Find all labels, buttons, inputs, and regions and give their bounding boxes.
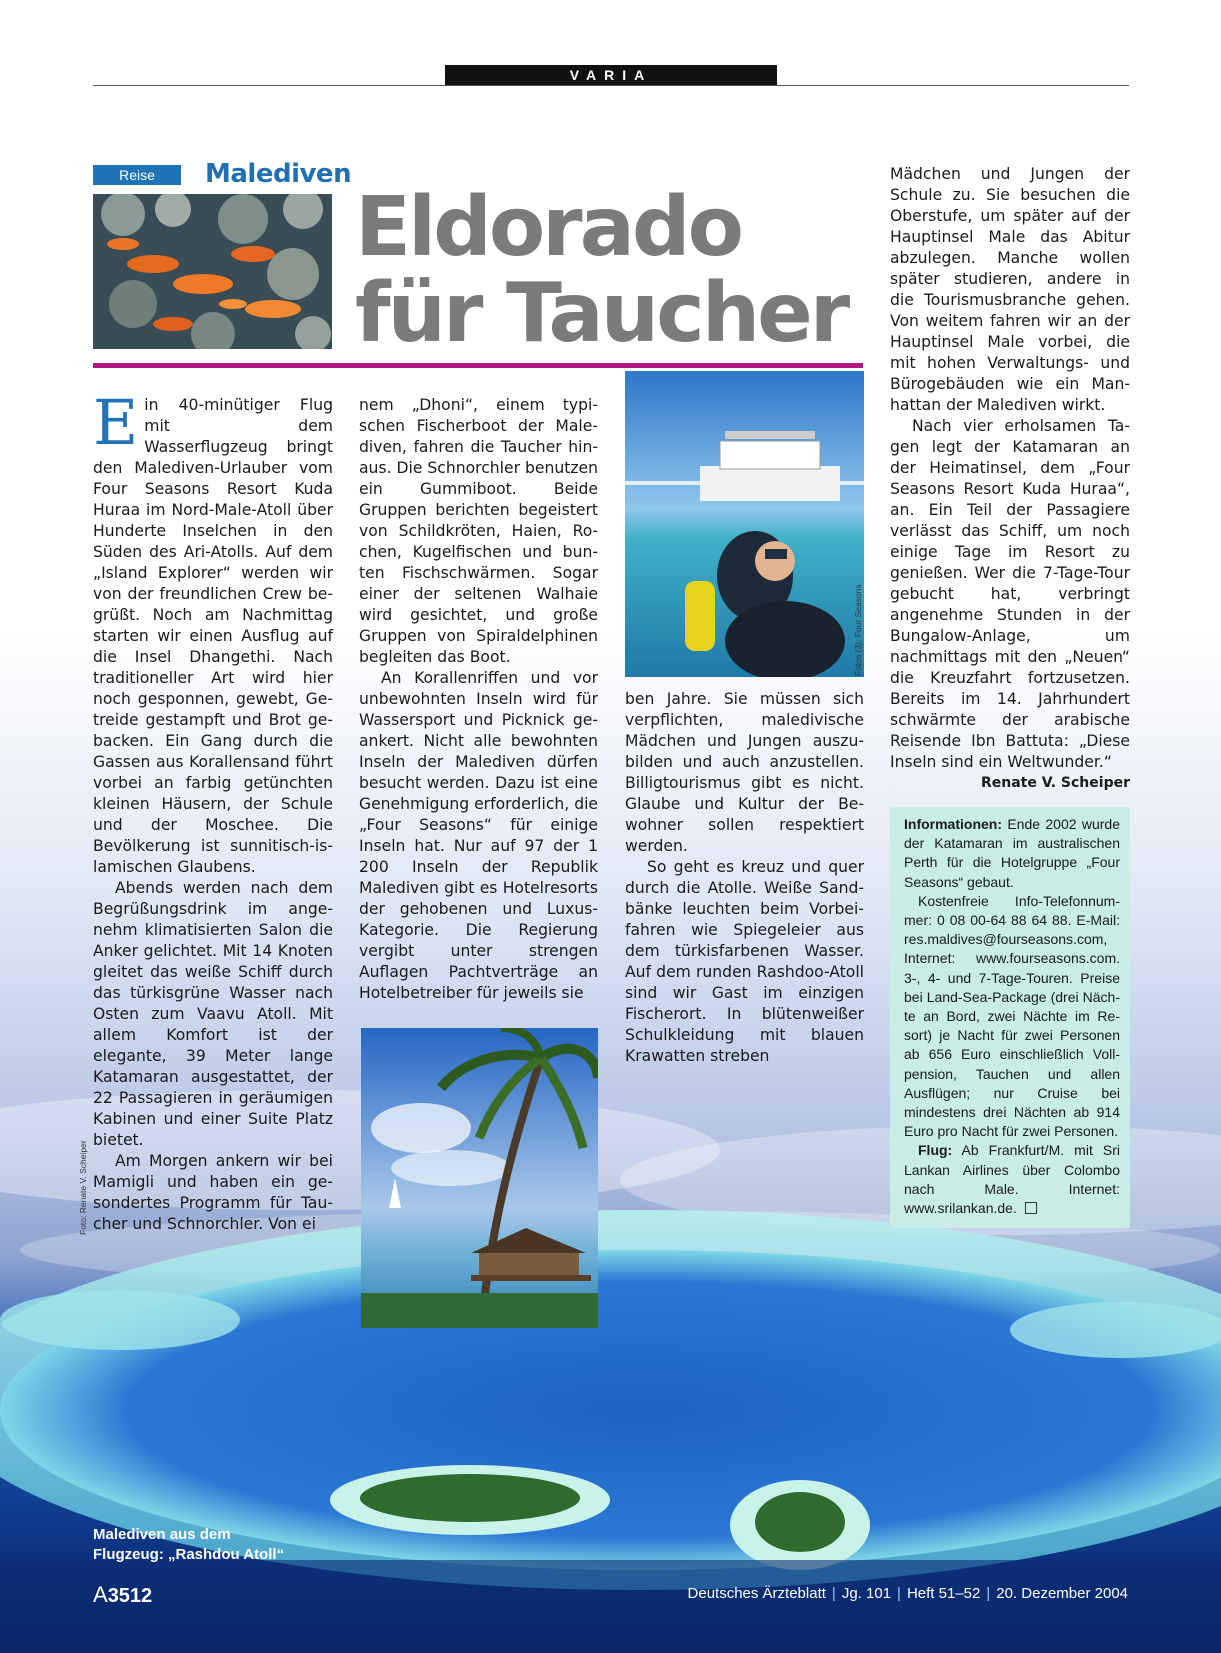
- paragraph: Abends werden nach dem Begrüßungsdrink im angenehm klimatisierten Salon die Anker gelichtet. Mit 14 Knoten gleitet das weiße Schiff durch das türkisgrüne Wasser nach Osten zum Vaavu Atoll. Mit allem Komfort ist der elegante, 39 Meter lange Katamaran ausgestattet, der 22 Passagieren in geräumigen Kabinen und einer Suite Platz bietet.: [93, 879, 333, 1149]
- rubric-title: Malediven: [205, 159, 352, 189]
- end-mark-icon: [1025, 1202, 1037, 1214]
- page-number-value: 3512: [107, 1585, 153, 1607]
- paragraph: So geht es kreuz und quer durch die Atolle. Weiße Sandbänke leuchten beim Vorbeifahren wie Spiegeleier aus dem türkisfarbenen Wasser. Auf dem runden Rashdoo-Atoll sind wir Gast im einzigen Fischerort. In blütenweißer Schulkleidung mit blauen Krawatten streben: [625, 858, 864, 1065]
- article-column-3: [625, 689, 864, 1067]
- journal-footer: Deutsches Ärzteblatt | Jg. 101 | Heft 51–52 | 20. Dezember 2004: [687, 1585, 1128, 1602]
- paragraph: An Korallenriffen und vor unbewohnten Inseln wird für Wassersport und Picknick geankert. Nicht alle bewohnten Inseln der Malediven dürfen besucht werden. Dazu ist eine Genehmigung erforderlich, die „Four Seasons“ für einige Inseln hat. Nur auf 97 der 1 200 Inseln der Republik Malediven gibt es Hotelresorts der gehobenen und Luxus-Kategorie. Die Regierung vergibt unter strengen Auflagen Pachtverträge an Hotelbetreiber für jeweils sie: [359, 669, 599, 1002]
- headline-line-2: für Taucher: [355, 266, 848, 361]
- headline-rule: [93, 363, 863, 368]
- photo-caption: [93, 1525, 284, 1565]
- paragraph: Am Morgen ankern wir bei Mamigli und haben ein gesondertes Programm für Taucher und Schnorchler. Von ei: [93, 1152, 333, 1233]
- caption-line: Flugzeug: „Rashdou Atoll“: [93, 1546, 285, 1563]
- section-label: VARIA: [445, 65, 777, 86]
- paragraph: Mädchen und Jungen der Schule zu. Sie besuchen die Oberstufe, um später auf der Hauptinsel Male das Abitur abzulegen. Manche wollen später studieren, andere in die Tourismusbranche gehen. Von weitem fahren wir an der Hauptinsel Male vorbei, die mit hohen Verwaltungs- und Bürogebäuden wie ein Manhattan der Malediven wirkt.: [890, 165, 1130, 414]
- paragraph: nem „Dhoni“, einem typischen Fischerboot der Malediven, fahren die Taucher hinaus. Die Schnorchler benutzen ein Gummiboot. Beide Gruppen berichten begeistert von Schildkröten, Haien, Rochen, Kugelfischen und bunten Fischschwärmen. Sogar einer der seltenen Walhaie wird gesichtet, und große Gruppen von Spiraldelphinen begleiten das Boot.: [359, 396, 598, 666]
- rubric-badge: Reise: [93, 165, 181, 185]
- paragraph: ben Jahre. Sie müssen sich verpflichten, maledivische Mädchen und Jungen auszubilden und auch anzustellen. Billigtourismus gibt es nicht. Glaube und Kultur der Bewohner sollen respektiert werden.: [625, 690, 864, 855]
- photo-credit: Foto: Renate V. Scheiper: [78, 1140, 88, 1235]
- paragraph: in 40-minütiger Flug mit dem Wasserflugzeug bringt den Malediven-Urlauber vom Four Seasons Resort Kuda Huraa im Nord-Male-Atoll über Hunderte Inselchen in den Süden des Ari-Atolls. Auf dem „Island Explorer“ werden wir von der freundlichen Crew begrüßt. Noch am Nachmittag starten wir einen Ausflug auf die Insel Dhangethi. Nach traditioneller Art wird hier noch gesponnen, gewebt, Getreide gestampft und Brot gebacken. Ein Gang durch die Gassen aus Korallensand führt vorbei an farbig getünchten kleinen Häusern, der Schule und der Moschee. Die Bevölkerung ist sunnitisch-islamischen Glaubens.: [93, 396, 333, 876]
- author-byline: Renate V. Scheiper: [980, 775, 1130, 791]
- article-column-2: [359, 395, 598, 1004]
- page-prefix: A: [93, 1582, 108, 1607]
- caption-line: Malediven aus dem: [93, 1526, 231, 1543]
- flight-label: Flug:: [918, 1142, 953, 1159]
- journal-issue: Heft 51–52: [906, 1585, 981, 1602]
- info-text: Ende 2002 wurde der Katamaran im australischen Perth für die Hotelgruppe „Four Seasons“ gebaut.: [904, 816, 1120, 890]
- fish-photo: [93, 194, 332, 349]
- header-rule: [93, 85, 1129, 86]
- headline-line-1: Eldorado: [355, 180, 741, 275]
- journal-date: 20. Dezember 2004: [996, 1585, 1128, 1602]
- article-column-4: [890, 164, 1130, 794]
- info-label: Informationen:: [904, 816, 1002, 832]
- headline: [355, 180, 848, 361]
- photo-credit: Fotos (3): Four Seasons: [853, 584, 863, 676]
- flight-text: Ab Frankfurt/M. mit Sri Lankan Airlines über Colombo nach Male. Internet: www.srilankan.de.: [904, 1142, 1120, 1217]
- bungalow-photo: [361, 1028, 598, 1328]
- info-box: [890, 807, 1130, 1228]
- drop-cap: E: [93, 386, 139, 459]
- journal-volume: Jg. 101: [841, 1585, 892, 1602]
- page-number: [93, 1582, 152, 1608]
- paragraph: Nach vier erholsamen Tagen legt der Katamaran an der Heimatinsel, dem „Four Seasons Resort Kuda Huraa“, an. Ein Teil der Passagiere verlässt das Schiff, um noch einige Tage im Resort zu genießen. Wer die 7-Tage-Tour gebucht hat, verbringt angenehme Stunden in der Bungalow-Anlage, um nachmittags mit den „Neuen“ die Kreuzfahrt fortzusetzen. Bereits im 14. Jahrhundert schwärmte der arabische Reisende Ibn Battuta: „Diese Inseln sind ein Weltwunder.“: [890, 417, 1130, 771]
- info-text: Kostenfreie Info-Telefonnummer: 0 08 00-64 88 64 88. E-Mail: res.maldives@fourseasons.com, Internet: www.fourseasons.com. 3-, 4- und 7-Tage-Touren. Preise bei Land-Sea-Package (drei Nächte an Bord, zwei Nächte im Resort) je Nacht für zwei Personen ab 656 Euro einschließlich Vollpension, Tauchen und allen Ausflügen; nur Cruise bei mindestens drei Nächten ab 914 Euro pro Nacht für zwei Personen.: [904, 892, 1120, 1140]
- diver-photo: [625, 371, 864, 677]
- journal-name: Deutsches Ärzteblatt: [687, 1585, 826, 1602]
- article-column-1: [93, 386, 333, 1235]
